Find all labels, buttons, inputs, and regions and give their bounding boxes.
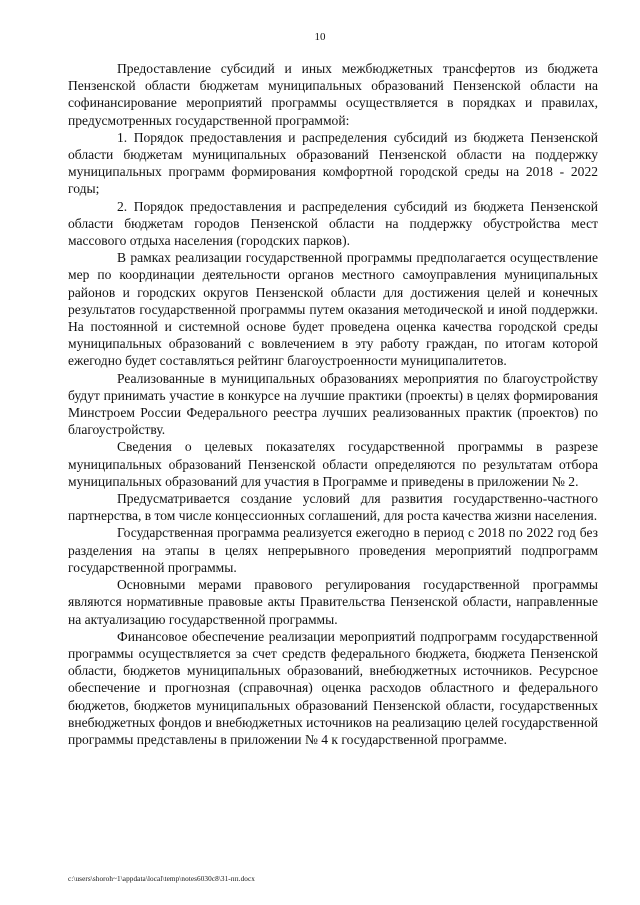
- paragraph-implementation-period: Государственная программа реализуется ежегодно в период с 2018 по 2022 год без разделения на этапы в целях непрерывного проведения мероприятий подпрограмм государственной программы.: [68, 525, 598, 575]
- paragraph-procedure-1: 1. Порядок предоставления и распределения субсидий из бюджета Пензенской области бюджетам муниципальных образований Пензенской области на поддержку муниципальных программ формирования комфортной городской среды на 2018 - 2022 годы;: [68, 129, 598, 197]
- paragraph-legal-regulation: Основными мерами правового регулирования государственной программы являются нормативные правовые акты Правительства Пензенской области, направленные на актуализацию государственной программы.: [68, 577, 598, 627]
- page-number: 10: [314, 31, 326, 43]
- paragraph-financing: Финансовое обеспечение реализации мероприятий подпрограмм государственной программы осуществляется за счет средств федерального бюджета, бюджета Пензенской области, бюджетов муниципальных образований, внебюджетных источников. Ресурсное обеспечение и прогнозная (справочная) оценка расходов областного и федерального бюджетов, бюджетов муниципальных образований Пензенской области, государственных внебюджетных фондов и внебюджетных источников на реализацию целей государственной программы представлены в приложении № 4 к государственной программе.: [68, 628, 598, 747]
- paragraph-procedure-2: 2. Порядок предоставления и распределения субсидий из бюджета Пензенской области бюджетам городов Пензенской области на поддержку обустройства мест массового отдыха населения (городских парков).: [68, 198, 598, 249]
- paragraph-coordination: В рамках реализации государственной программы предполагается осуществление мер по координации деятельности органов местного самоуправления муниципальных районов и городских округов Пензенской области для достижения целей и конечных результатов государственной программы путем оказания методической и иной поддержки. На постоянной и системной основе будет проведена оценка качества городской среды муниципальных образований с вовлечением в эту работу граждан, по итогам которой ежегодно будет составляться рейтинг благоустроенности муниципалитетов.: [68, 250, 598, 369]
- paragraph-subsidies-intro: Предоставление субсидий и иных межбюджетных трансфертов из бюджета Пензенской области бюджетам муниципальных образований Пензенской области на софинансирование мероприятий программы осуществляется в порядках и правилах, предусмотренных государственной программой:: [68, 61, 598, 128]
- file-path-footer: c:\users\shoroh~1\appdata\local\temp\notes6030c8\31-пп.docx: [68, 875, 255, 883]
- paragraph-partnership: Предусматривается создание условий для развития государственно-частного партнерства, в том числе концессионных соглашений, для роста качества жизни населения.: [68, 491, 598, 524]
- paragraph-best-practices: Реализованные в муниципальных образованиях мероприятия по благоустройству будут принимать участие в конкурсе на лучшие практики (проекты) в целях формирования Минстроем России Федерального реестра лучших реализованных практик (проектов) по благоустройству.: [68, 370, 598, 438]
- document-body: [68, 60, 598, 748]
- paragraph-target-indicators: Сведения о целевых показателях государственной программы в разрезе муниципальных образований Пензенской области определяются по результатам отбора муниципальных образований для участия в Программе и приведены в приложении № 2.: [68, 439, 598, 489]
